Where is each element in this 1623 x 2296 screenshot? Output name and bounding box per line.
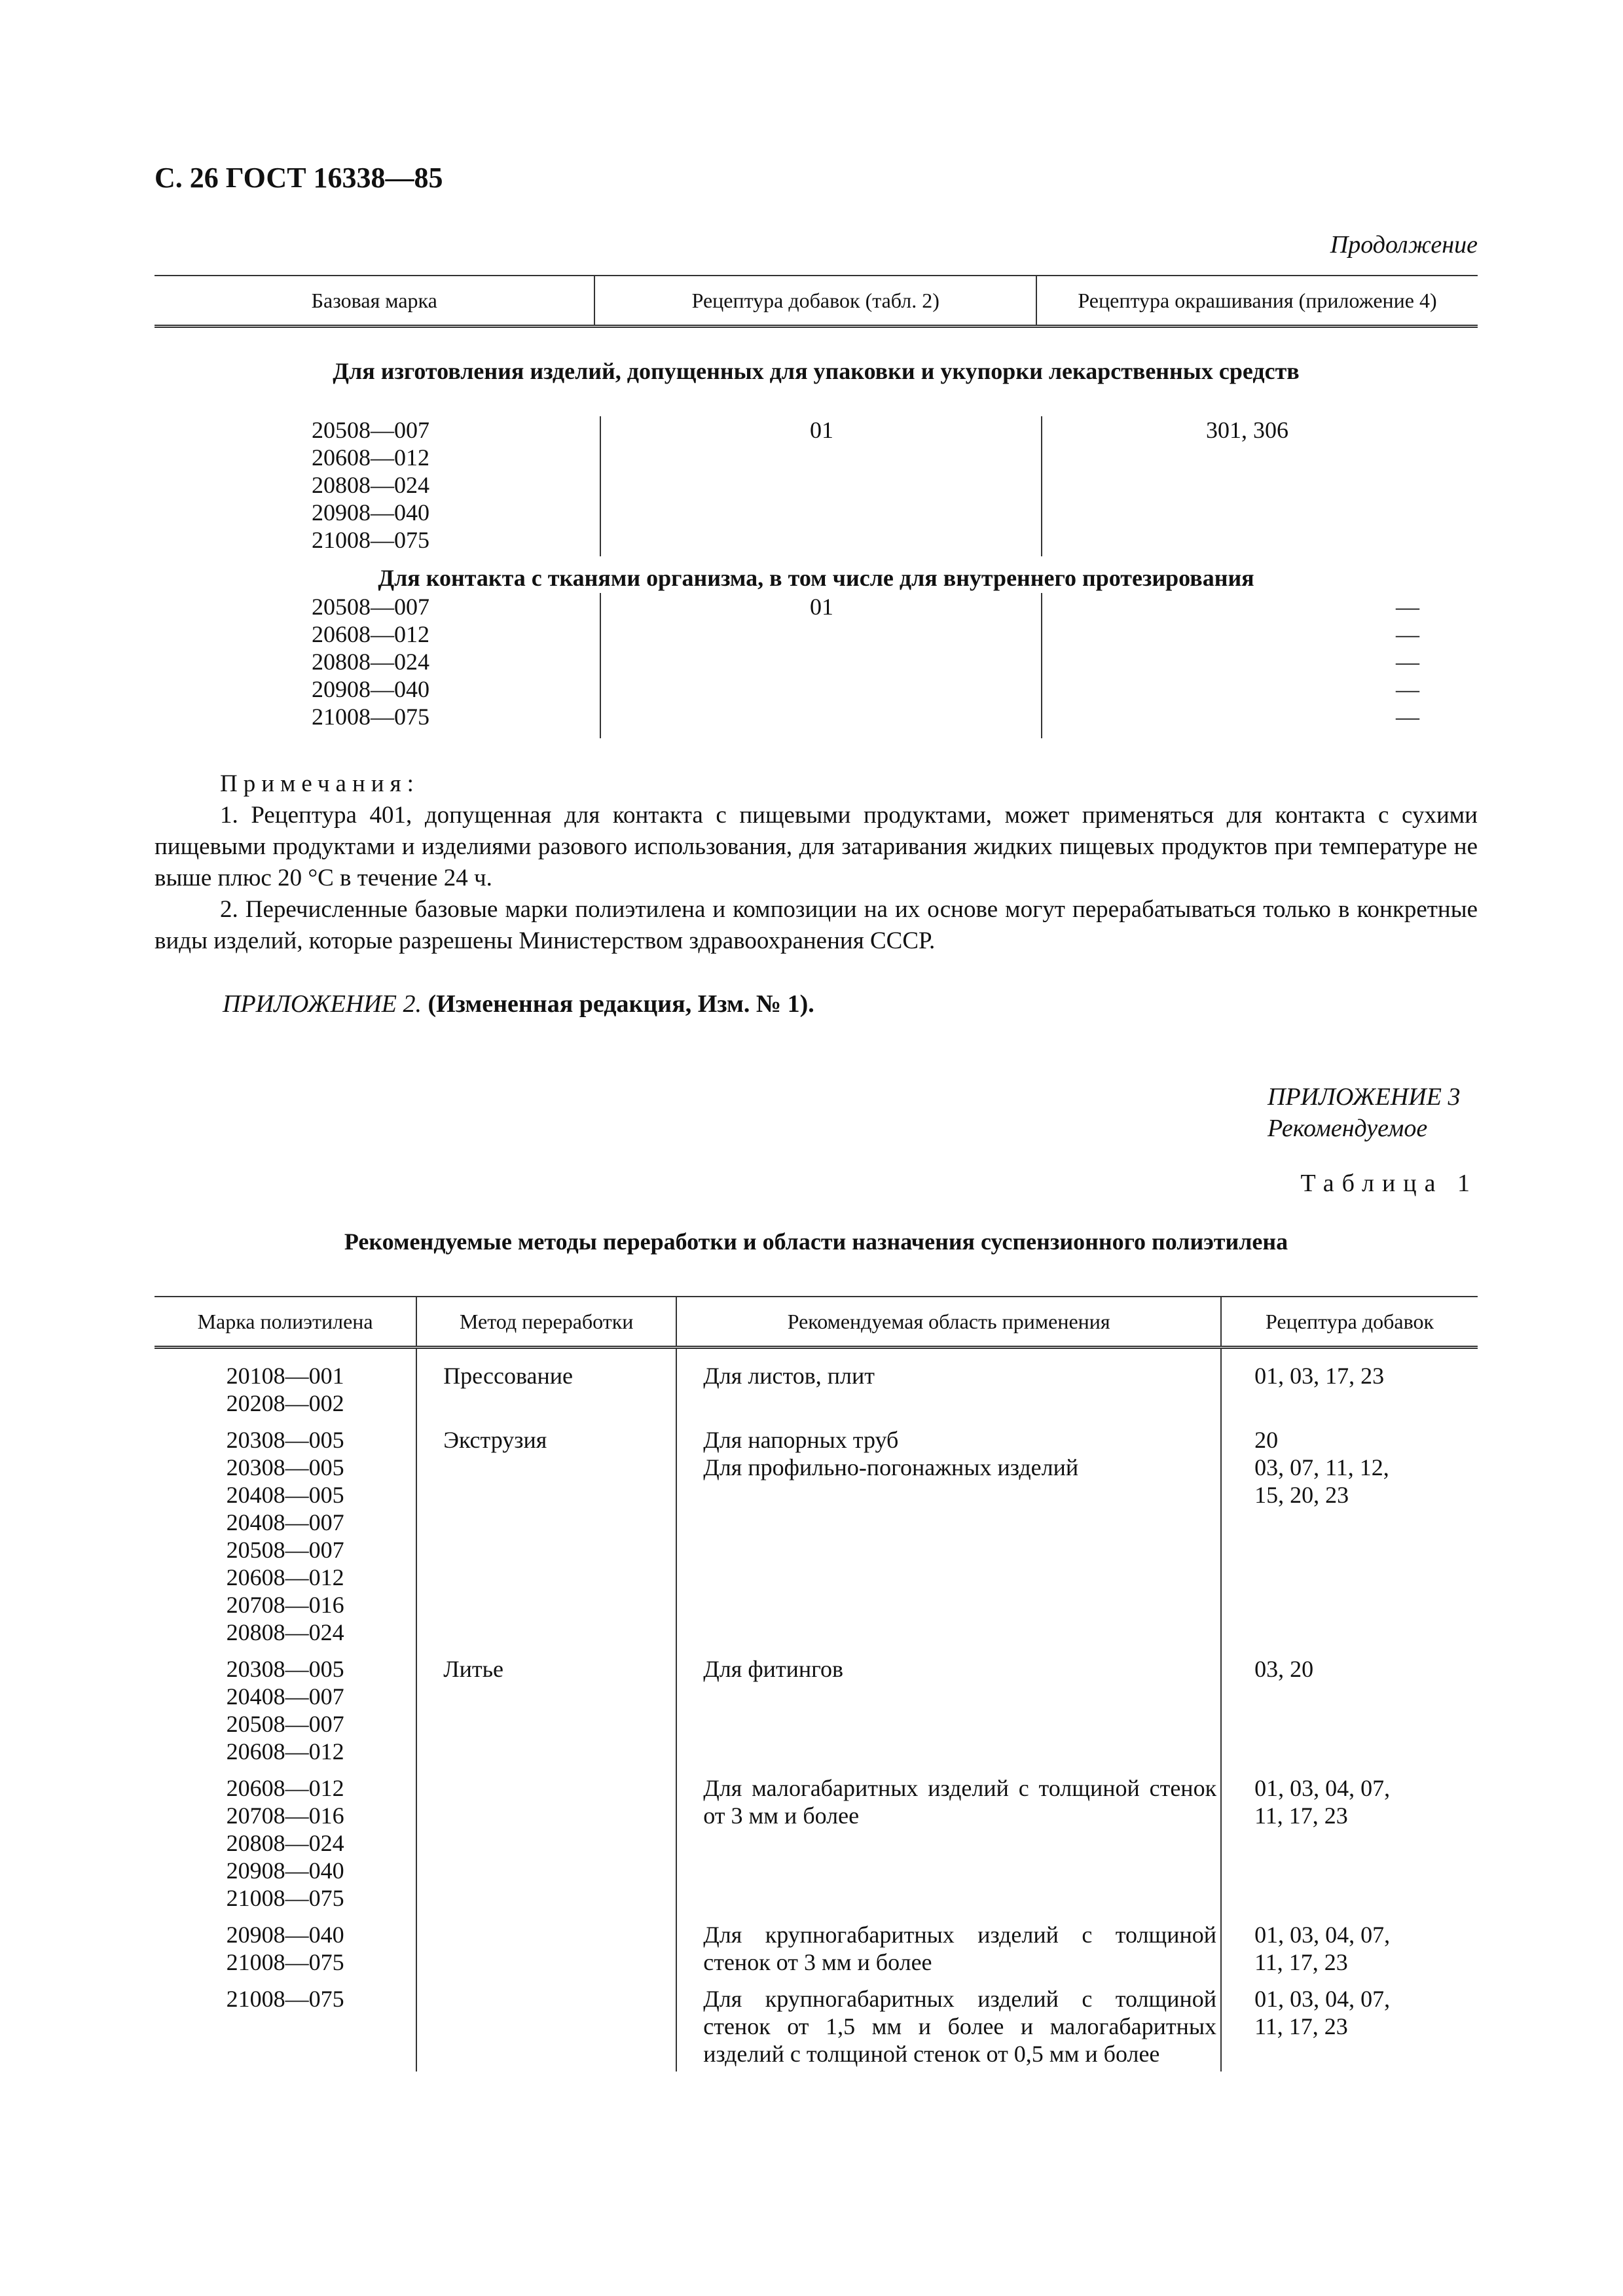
- note-item: 2. Перечисленные базовые марки полиэтилена и композиции на их основе могут перерабатываться только в конкретные виды изделий, которые разрешены Министерством здравоохранения СССР.: [155, 896, 1478, 954]
- additive-value: 20: [1254, 1427, 1279, 1453]
- application-item: Для фитингов: [703, 1656, 844, 1682]
- mark: 21008—075: [226, 1949, 344, 1975]
- mark: 20308—005: [226, 1454, 344, 1480]
- marks-cell: [155, 1357, 416, 1421]
- table1-header: [155, 275, 1478, 328]
- table1-section-block: [155, 593, 1478, 738]
- mark: 20508—007: [312, 417, 429, 443]
- table-row: [155, 1916, 1478, 1980]
- mark: 21008—075: [226, 1986, 344, 2012]
- mark: 20208—002: [226, 1390, 344, 1416]
- additives-cell: [1221, 1916, 1478, 1980]
- table1-header-base-mark: Базовая марка: [155, 276, 594, 327]
- mark: 20308—005: [226, 1656, 344, 1682]
- additives-column: [600, 416, 1042, 556]
- coloring-column: [1041, 593, 1479, 738]
- mark: 21008—075: [312, 704, 429, 730]
- mark: 20308—005: [226, 1427, 344, 1453]
- table2-header-mark: Марка полиэтилена: [155, 1297, 416, 1348]
- continuation-label: Продолжение: [1330, 231, 1478, 259]
- appendix3-subtitle: Рекомендуемое: [1267, 1115, 1428, 1142]
- mark: 20608—012: [312, 621, 429, 647]
- mark: 20108—001: [226, 1363, 344, 1389]
- method-cell: [416, 1916, 676, 1980]
- coloring-value: —: [1396, 704, 1419, 730]
- appendix3-heading: [1267, 1081, 1460, 1144]
- additives-cell: [1221, 1980, 1478, 2072]
- additive-value: 03, 07, 11, 12,: [1254, 1454, 1389, 1480]
- marks-cell: [155, 1650, 416, 1769]
- mark: 20608—012: [226, 1775, 344, 1801]
- method-cell: Литье: [416, 1650, 676, 1769]
- additive-value: 11, 17, 23: [1254, 1949, 1348, 1975]
- notes-block: [155, 768, 1478, 957]
- application-text: Для крупногабаритных изделий с толщиной стенок от 1,5 мм и более и малогабаритных изделий с толщиной стенок от 0,5 мм и более: [703, 1986, 1217, 2067]
- mark: 20508—007: [226, 1537, 344, 1563]
- application-cell: [676, 1769, 1221, 1916]
- mark: 20908—040: [226, 1922, 344, 1948]
- table2-header-application: Рекомендуемая область применения: [676, 1297, 1221, 1348]
- additives-cell: [1221, 1357, 1478, 1421]
- additive-value: 11, 17, 23: [1254, 1803, 1348, 1829]
- additive-value: 01, 03, 04, 07,: [1254, 1986, 1391, 2012]
- application-text: Для крупногабаритных изделий с толщиной стенок от 3 мм и более: [703, 1922, 1217, 1975]
- table2-header-additives: Рецептура добавок: [1221, 1297, 1478, 1348]
- marks-cell: [155, 1980, 416, 2072]
- mark: 20708—016: [226, 1803, 344, 1829]
- appendix3-title: ПРИЛОЖЕНИЕ 3: [1267, 1083, 1461, 1111]
- marks-column: [312, 416, 600, 556]
- mark: 20808—024: [312, 472, 429, 498]
- notes-heading: Примечания:: [220, 770, 420, 797]
- table2: [155, 1296, 1478, 2072]
- marks-cell: [155, 1769, 416, 1916]
- coloring-value: —: [1396, 676, 1419, 702]
- method-cell: Прессование: [416, 1357, 676, 1421]
- mark: 20608—012: [226, 1738, 344, 1765]
- mark: 20408—007: [226, 1683, 344, 1710]
- mark: 20908—040: [226, 1857, 344, 1884]
- table1-section-block: [155, 416, 1478, 556]
- additives-cell: [1221, 1650, 1478, 1769]
- table-row: [155, 1980, 1478, 2072]
- table-row: [155, 1650, 1478, 1769]
- additive-value: 15, 20, 23: [1254, 1482, 1349, 1508]
- coloring-value: —: [1396, 649, 1419, 675]
- table1-header-coloring: Рецептура окрашивания (приложение 4): [1036, 276, 1478, 327]
- application-item: Для листов, плит: [703, 1363, 875, 1389]
- table2-title: Рекомендуемые методы переработки и области назначения суспензионного полиэтилена: [344, 1229, 1288, 1255]
- marks-cell: [155, 1916, 416, 1980]
- coloring-value: 301, 306: [1206, 417, 1288, 443]
- mark: 20508—007: [226, 1711, 344, 1737]
- application-item: Для профильно-погонажных изделий: [703, 1454, 1079, 1480]
- mark: 20808—024: [312, 649, 429, 675]
- mark: 20408—007: [226, 1509, 344, 1535]
- page-header: С. 26 ГОСТ 16338—85: [155, 162, 443, 194]
- note-item: 1. Рецептура 401, допущенная для контакта с пищевыми продуктами, может применяться для контакта с сухими пищевыми продуктами и изделиями разового использования, для затаривания жидких пищевых продуктов при температуре не выше плюс 20 °С в течение 24 ч.: [155, 802, 1478, 891]
- additives-column: [600, 593, 1042, 738]
- application-cell: [676, 1916, 1221, 1980]
- mark: 20808—024: [226, 1830, 344, 1856]
- additive-value: 11, 17, 23: [1254, 2013, 1348, 2039]
- table-row: [155, 1769, 1478, 1916]
- coloring-value: —: [1396, 594, 1419, 620]
- table2-header-method: Метод переработки: [416, 1297, 676, 1348]
- additive-value: 01: [810, 417, 833, 443]
- appendix2-text: (Измененная редакция, Изм. № 1).: [428, 990, 814, 1018]
- table1-header-additives: Рецептура добавок (табл. 2): [594, 276, 1036, 327]
- application-text: Для малогабаритных изделий с толщиной стенок от 3 мм и более: [703, 1775, 1217, 1829]
- mark: 21008—075: [312, 527, 429, 553]
- mark: 21008—075: [226, 1885, 344, 1911]
- method-cell: Экструзия: [416, 1421, 676, 1650]
- appendix2-label: ПРИЛОЖЕНИЕ 2.: [223, 990, 422, 1018]
- marks-column: [312, 593, 600, 738]
- application-cell: [676, 1357, 1221, 1421]
- table1-section-title: Для изготовления изделий, допущенных для упаковки и укупорки лекарственных средств: [333, 358, 1300, 384]
- additive-value: 01, 03, 04, 07,: [1254, 1775, 1391, 1801]
- mark: 20908—040: [312, 676, 429, 702]
- mark: 20408—005: [226, 1482, 344, 1508]
- mark: 20908—040: [312, 499, 429, 526]
- coloring-column: [1041, 416, 1479, 556]
- marks-cell: [155, 1421, 416, 1650]
- mark: 20508—007: [312, 594, 429, 620]
- application-item: Для напорных труб: [703, 1427, 899, 1453]
- table-row: [155, 1421, 1478, 1650]
- coloring-value: —: [1396, 621, 1419, 647]
- application-cell: [676, 1421, 1221, 1650]
- additive-value: 01, 03, 04, 07,: [1254, 1922, 1391, 1948]
- mark: 20808—024: [226, 1619, 344, 1645]
- mark: 20608—012: [226, 1564, 344, 1590]
- additives-cell: [1221, 1421, 1478, 1650]
- application-cell: [676, 1650, 1221, 1769]
- table-number-label: Таблица 1: [1300, 1170, 1478, 1197]
- mark: 20708—016: [226, 1592, 344, 1618]
- appendix2-change-note: [223, 990, 814, 1018]
- application-cell: [676, 1980, 1221, 2072]
- additive-value: 03, 20: [1254, 1656, 1314, 1682]
- method-cell: [416, 1980, 676, 2072]
- table1-section-title: Для контакта с тканями организма, в том числе для внутреннего протезирования: [378, 565, 1254, 591]
- method-cell: [416, 1769, 676, 1916]
- mark: 20608—012: [312, 444, 429, 471]
- additives-cell: [1221, 1769, 1478, 1916]
- additive-value: 01: [810, 594, 833, 620]
- table-row: [155, 1357, 1478, 1421]
- additive-value: 01, 03, 17, 23: [1254, 1363, 1385, 1389]
